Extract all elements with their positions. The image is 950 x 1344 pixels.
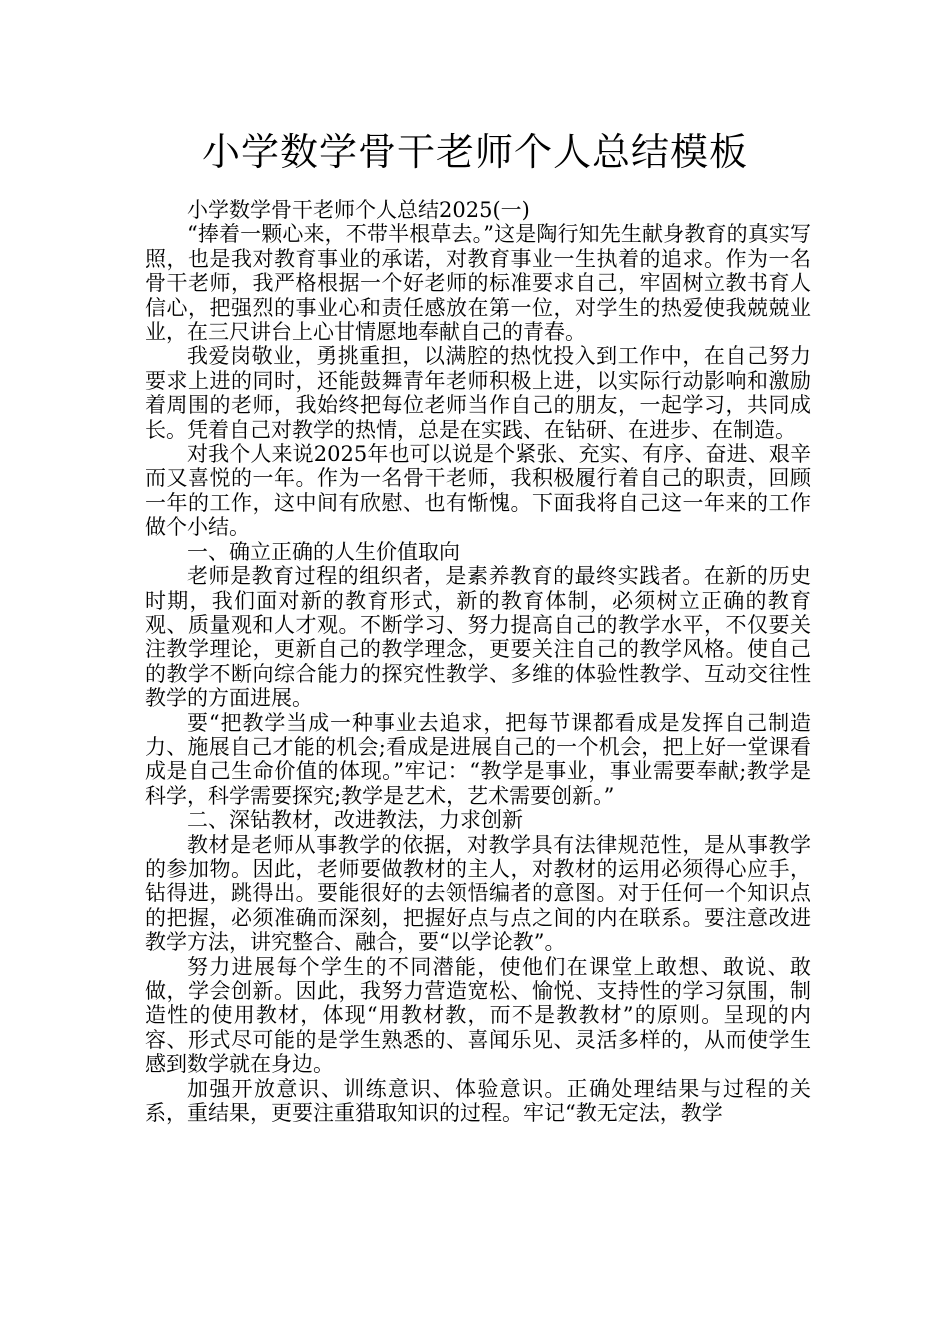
paragraph: 要“把教学当成一种事业去追求，把每节课都看成是发挥自己制造力、施展自己才能的机会;看成是进展自己的一个机会，把上好一堂课看成是自己生命价值的体现。”牢记：“教学是事业，事业需要奉献;教学是科学，科学需要探究;教学是艺术，艺术需要创新。”: [145, 710, 811, 808]
paragraph: “捧着一颗心来，不带半根草去。”这是陶行知先生献身教育的真实写照，也是我对教育事业的承诺，对教育事业一生执着的追求。作为一名骨干老师，我严格根据一个好老师的标准要求自己，牢固树立教书育人信心，把强烈的事业心和责任感放在第一位，对学生的热爱使我兢兢业业，在三尺讲台上心甘情愿地奉献自己的青春。: [145, 222, 811, 345]
paragraph: 老师是教育过程的组织者，是素养教育的最终实践者。在新的历史时期，我们面对新的教育形式，新的教育体制，必须树立正确的教育观、质量观和人才观。不断学习、努力提高自己的教学水平，不仅要关注教学理论，更新自己的教学理念，更要关注自己的教学风格。使自己的教学不断向综合能力的探究性教学、多维的体验性教学、互动交往性教学的方面进展。: [145, 564, 811, 711]
paragraph: 我爱岗敬业，勇挑重担，以满腔的热忱投入到工作中，在自己努力要求上进的同时，还能鼓舞青年老师积极上进，以实际行动影响和激励着周围的老师，我始终把每位老师当作自己的朋友，一起学习，共同成长。凭着自己对教学的热情，总是在实践、在钻研、在进步、在制造。: [145, 344, 811, 442]
document-title: 小学数学骨干老师个人总结模板: [201, 130, 748, 174]
paragraph: 加强开放意识、训练意识、体验意识。正确处理结果与过程的关系，重结果，更要注重猎取知识的过程。牢记“教无定法，教学: [145, 1076, 811, 1126]
document-body: [145, 198, 811, 1125]
paragraph-subtitle: 小学数学骨干老师个人总结2025(一): [187, 198, 530, 222]
section-heading: 一、确立正确的人生价值取向: [187, 539, 460, 564]
paragraph: 教材是老师从事教学的依据，对教学具有法律规范性，是从事教学的参加物。因此，老师要做教材的主人，对教材的运用必须得心应手，钻得进，跳得出。要能很好的去领悟编者的意图。对于任何一个知识点的把握，必须准确而深刻，把握好点与点之间的内在联系。要注意改进教学方法，讲究整合、融合，要“以学论教”。: [145, 832, 811, 955]
section-heading: 二、深钻教材，改进教法，力求创新: [187, 808, 523, 833]
paragraph: 对我个人来说2025年也可以说是个紧张、充实、有序、奋进、艰辛而又喜悦的一年。作为一名骨干老师，我积极履行着自己的职责，回顾一年的工作，这中间有欣慰、也有惭愧。下面我将自己这一年来的工作做个小结。: [145, 442, 811, 540]
paragraph: 努力进展每个学生的不同潜能，使他们在课堂上敢想、敢说、敢做，学会创新。因此，我努力营造宽松、愉悦、支持性的学习氛围，制造性的使用教材，体现“用教材教，而不是教教材”的原则。呈现的内容、形式尽可能的是学生熟悉的、喜闻乐见、灵活多样的，从而使学生感到数学就在身边。: [145, 954, 811, 1077]
